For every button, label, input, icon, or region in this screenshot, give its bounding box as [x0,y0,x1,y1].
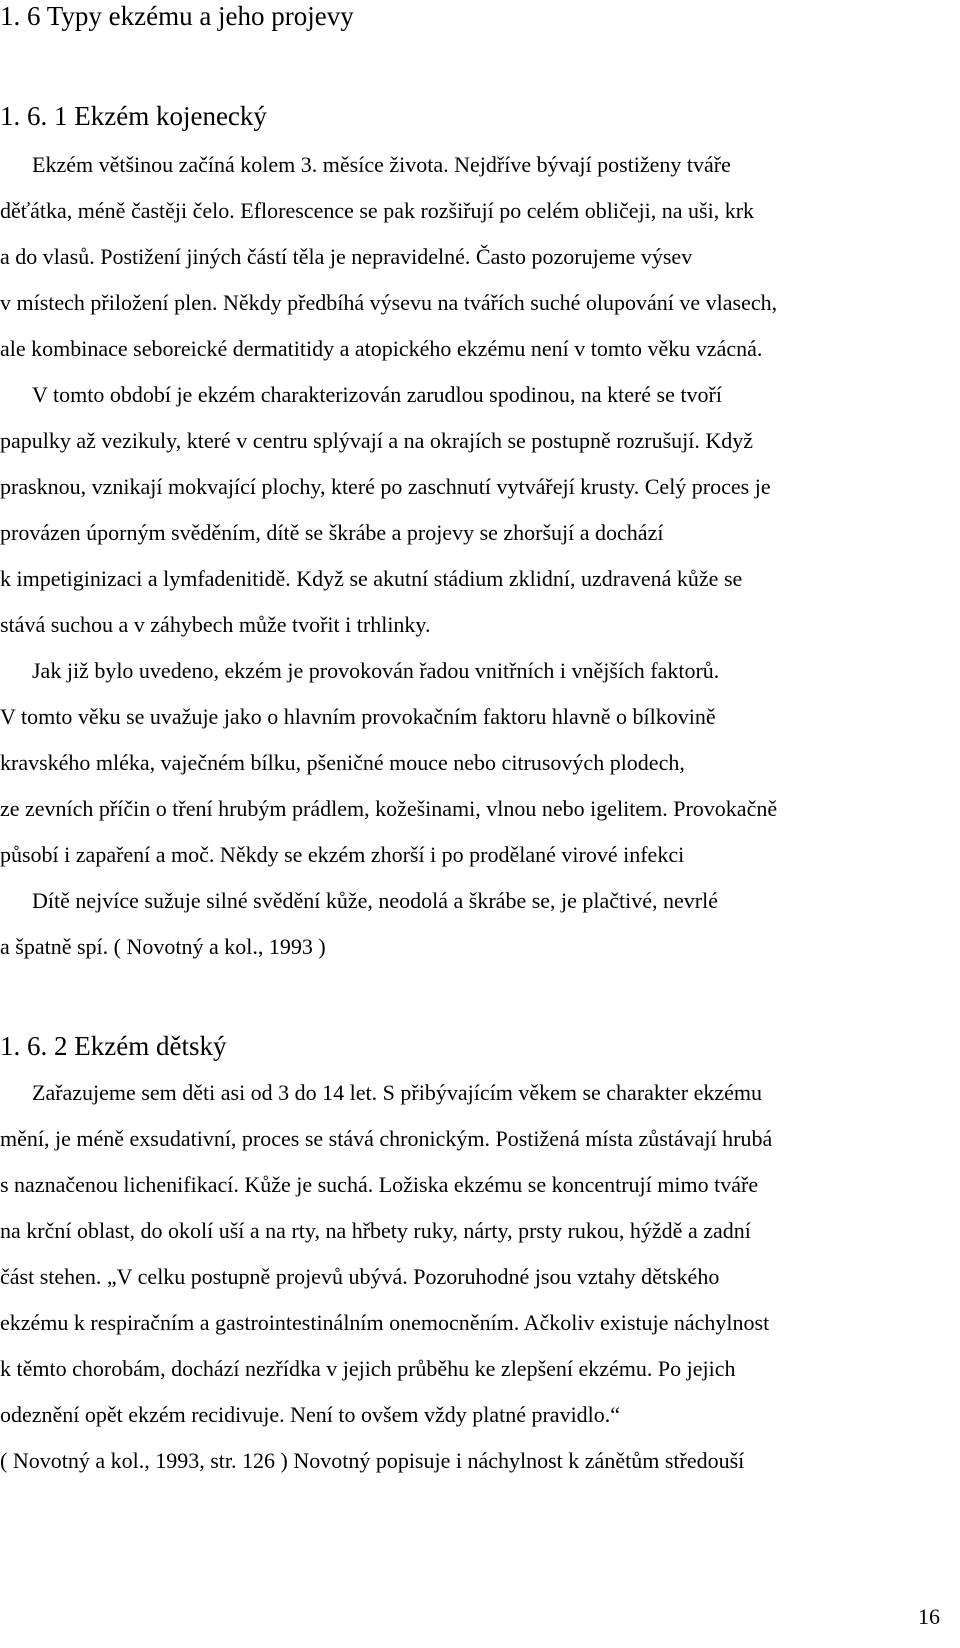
text-line: a špatně spí. ( Novotný a kol., 1993 ) [0,934,326,959]
text-line: s naznačenou lichenifikací. Kůže je suchá. Ložiska ekzému se koncentrují mimo tváře [0,1172,759,1197]
text-line: stává suchou a v záhybech může tvořit i trhlinky. [0,612,431,637]
text-line: děťátka, méně častěji čelo. Eflorescence se pak rozšiřují po celém obličeji, na uši, krk [0,198,755,223]
text-line: a do vlasů. Postižení jiných částí těla je nepravidelné. Často pozorujeme výsev [0,244,693,269]
section-1-heading: 1. 6. 1 Ekzém kojenecký [0,101,267,131]
main-heading: 1. 6 Typy ekzému a jeho projevy [0,1,354,31]
text-line: působí i zapaření a moč. Někdy se ekzém zhorší i po prodělané virové infekci [0,842,685,867]
text-line: kravského mléka, vaječném bílku, pšeničné mouce nebo citrusových plodech, [0,750,685,775]
section-2-heading: 1. 6. 2 Ekzém dětský [0,1031,227,1061]
text-line: Jak již bylo uvedeno, ekzém je provokován řadou vnitřních i vnějších faktorů. [32,658,720,683]
text-line: část stehen. „V celku postupně projevů ubývá. Pozoruhodné jsou vztahy dětského [0,1264,720,1289]
text-line: provázen úporným svěděním, dítě se škrábe a projevy se zhoršují a dochází [0,520,664,545]
text-line: k těmto chorobám, dochází nezřídka v jejich průběhu ke zlepšení ekzému. Po jejich [0,1356,736,1381]
text-line: prasknou, vznikají mokvající plochy, které po zaschnutí vytvářejí krusty. Celý proces je [0,474,771,499]
text-line: ale kombinace seboreické dermatitidy a atopického ekzému není v tomto věku vzácná. [0,336,763,361]
text-line: Zařazujeme sem děti asi od 3 do 14 let. S přibývajícím věkem se charakter ekzému [32,1080,763,1105]
text-line: Dítě nejvíce sužuje silné svědění kůže, neodolá a škrábe se, je plačtivé, nevrlé [32,888,719,913]
text-line: k impetiginizaci a lymfadenitidě. Když se akutní stádium zklidní, uzdravená kůže se [0,566,743,591]
text-line: ( Novotný a kol., 1993, str. 126 ) Novotný popisuje i náchylnost k zánětům středouší [0,1448,745,1473]
text-line: ze zevních příčin o tření hrubým prádlem, kožešinami, vlnou nebo igelitem. Provokačně [0,796,778,821]
text-line: V tomto věku se uvažuje jako o hlavním provokačním faktoru hlavně o bílkovině [0,704,716,729]
text-line: ekzému k respiračním a gastrointestinálním onemocněním. Ačkoliv existuje náchylnost [0,1310,770,1335]
text-line: odeznění opět ekzém recidivuje. Není to ovšem vždy platné pravidlo.“ [0,1402,621,1427]
text-line: Ekzém většinou začíná kolem 3. měsíce života. Nejdříve bývají postiženy tváře [32,152,731,177]
text-line: mění, je méně exsudativní, proces se stává chronickým. Postižená místa zůstávají hrubá [0,1126,773,1151]
text-line: v místech přiložení plen. Někdy předbíhá výsevu na tvářích suché olupování ve vlasech, [0,290,778,315]
text-line: V tomto období je ekzém charakterizován zarudlou spodinou, na které se tvoří [32,382,722,407]
text-line: papulky až vezikuly, které v centru splývají a na okrajích se postupně rozrušují. Když [0,428,754,453]
text-line: na krční oblast, do okolí uší a na rty, na hřbety ruky, nárty, prsty rukou, hýždě a zadní [0,1218,751,1243]
page-number: 16 [918,1604,940,1629]
